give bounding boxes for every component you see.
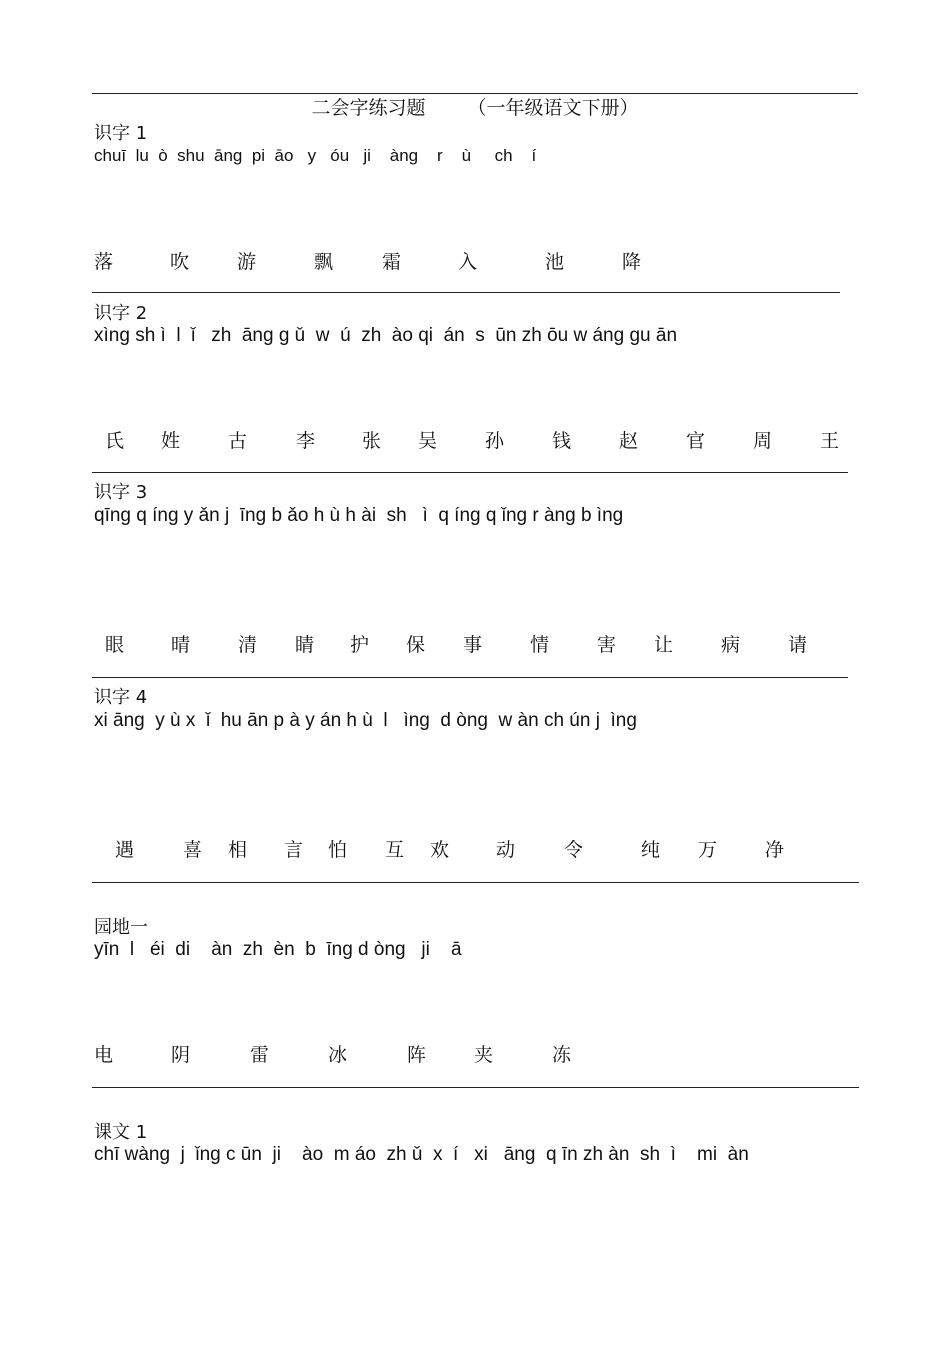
section-characters	[0, 426, 950, 466]
character: 入	[458, 251, 478, 273]
character: 相	[228, 839, 248, 861]
character: 害	[597, 634, 617, 656]
character: 飘	[314, 251, 334, 273]
character: 护	[350, 634, 370, 656]
character: 欢	[430, 839, 450, 861]
character: 阵	[407, 1044, 427, 1066]
character: 互	[385, 839, 405, 861]
character: 怕	[328, 839, 348, 861]
section-characters	[0, 1040, 950, 1080]
character: 净	[765, 839, 785, 861]
character: 让	[654, 634, 674, 656]
title-subtitle: （一年级语文下册）	[467, 97, 639, 119]
section-divider	[92, 677, 848, 678]
character: 纯	[641, 839, 661, 861]
character: 言	[284, 839, 304, 861]
character: 喜	[183, 839, 203, 861]
section-heading: 识字 1	[94, 123, 148, 144]
section-heading: 识字 4	[94, 687, 148, 708]
page-title	[0, 93, 950, 120]
section-pinyin: yīn l éi di àn zh èn b īng d òng ji ā	[94, 939, 462, 960]
section-divider	[92, 1087, 859, 1088]
character: 眼	[105, 634, 125, 656]
character: 王	[820, 430, 840, 452]
character: 张	[362, 430, 382, 452]
character: 钱	[552, 430, 572, 452]
character: 事	[463, 634, 483, 656]
character: 池	[545, 251, 565, 273]
character: 情	[530, 634, 550, 656]
character: 雷	[250, 1044, 270, 1066]
character: 阴	[171, 1044, 191, 1066]
character: 落	[94, 251, 114, 273]
character: 遇	[115, 839, 135, 861]
character: 晴	[171, 634, 191, 656]
character: 万	[698, 839, 718, 861]
section-divider	[92, 292, 840, 293]
section-pinyin: xìng sh ì l ǐ zh āng g ǔ w ú zh ào qi án s ūn zh ōu w áng gu ān	[94, 325, 678, 346]
section-pinyin: chī wàng j ǐng c ūn ji ào m áo zh ǔ x í xi āng q īn zh àn sh ì mi àn	[94, 1144, 749, 1165]
character: 吴	[418, 430, 438, 452]
character: 令	[564, 839, 584, 861]
title-main: 二会字练习题	[311, 97, 426, 119]
character: 降	[622, 251, 642, 273]
character: 官	[686, 430, 706, 452]
character: 清	[238, 634, 258, 656]
section-characters	[0, 835, 950, 875]
section-characters	[0, 247, 950, 287]
section-heading: 识字 3	[94, 482, 148, 503]
character: 冰	[328, 1044, 348, 1066]
section-pinyin: qīng q íng y ǎn j īng b ǎo h ù h ài sh ì q íng q ǐng r àng b ìng	[94, 505, 624, 526]
character: 夹	[474, 1044, 494, 1066]
character: 保	[406, 634, 426, 656]
character: 病	[721, 634, 741, 656]
section-pinyin: xi āng y ù x ǐ hu ān p à y án h ù l ìng d òng w àn ch ún j ìng	[94, 710, 637, 731]
character: 姓	[161, 430, 181, 452]
character: 游	[237, 251, 257, 273]
section-divider	[92, 882, 859, 883]
character: 冻	[552, 1044, 572, 1066]
character: 古	[228, 430, 248, 452]
character: 动	[496, 839, 516, 861]
character: 氏	[105, 430, 125, 452]
section-heading: 课文 1	[94, 1122, 148, 1143]
character: 电	[94, 1044, 114, 1066]
section-heading: 园地一	[94, 917, 148, 938]
character: 李	[296, 430, 316, 452]
character: 孙	[485, 430, 505, 452]
character: 吹	[170, 251, 190, 273]
section-divider	[92, 472, 848, 473]
character: 霜	[382, 251, 402, 273]
character: 周	[753, 430, 773, 452]
character: 睛	[295, 634, 315, 656]
character: 赵	[619, 430, 639, 452]
section-heading: 识字 2	[94, 303, 148, 324]
section-characters	[0, 630, 950, 670]
character: 请	[788, 634, 808, 656]
section-pinyin: chuī lu ò shu āng pi āo y óu ji àng r ù ch í	[94, 146, 537, 165]
